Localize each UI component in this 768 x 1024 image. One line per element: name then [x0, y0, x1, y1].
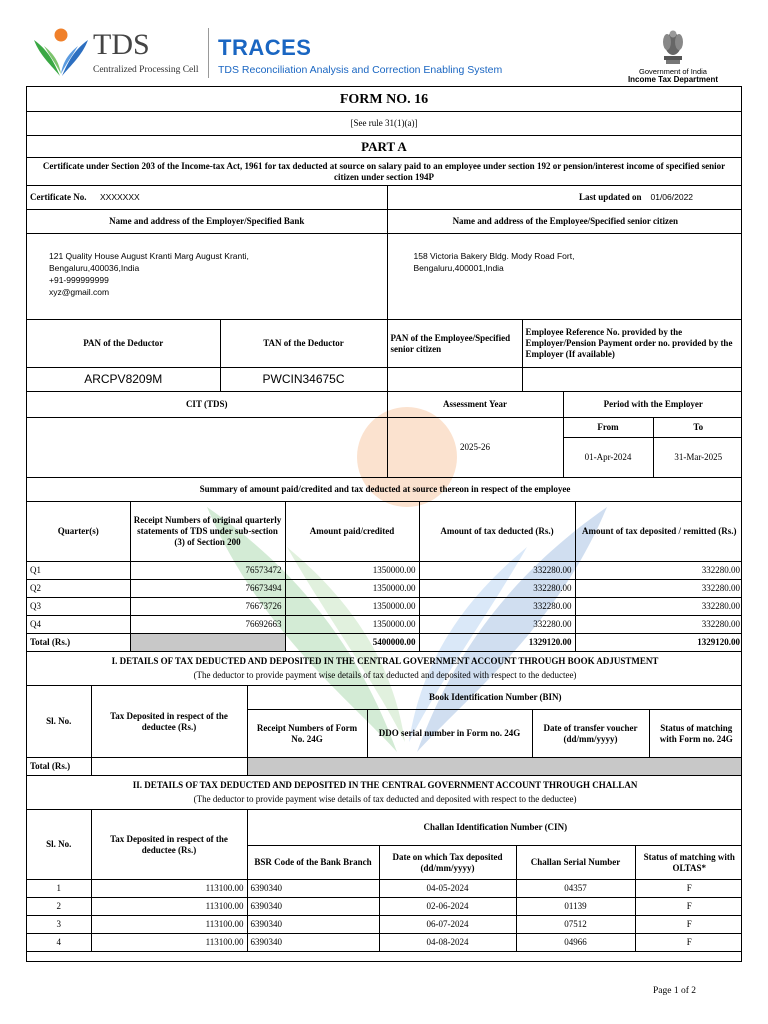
summary-deposited: 332280.00 [575, 580, 742, 598]
assessment-year-value: 2025-26 [387, 418, 563, 478]
summary-paid: 1350000.00 [285, 580, 419, 598]
pan-employee-value [387, 368, 522, 392]
section2-heading [27, 776, 742, 810]
challan-sl: 4 [27, 934, 91, 952]
table-row [27, 580, 742, 598]
from-value: 01-Apr-2024 [563, 438, 653, 478]
summary-deposited: 332280.00 [575, 616, 742, 634]
challan-serial: 04966 [516, 934, 635, 952]
table-row [27, 880, 742, 898]
cit-table [27, 391, 742, 478]
table-row [27, 616, 742, 634]
summary-deducted: 332280.00 [419, 598, 575, 616]
summary-total-row [27, 634, 742, 652]
summary-header-receipt: Receipt Numbers of original quarterly statements of TDS under sub-section (3) of Section 200 [130, 502, 285, 562]
challan-date: 04-05-2024 [379, 880, 516, 898]
to-label: To [653, 418, 742, 438]
cit-value [27, 418, 387, 478]
challan-status: F [635, 898, 742, 916]
table-row [27, 562, 742, 580]
summary-receipt: 76673726 [130, 598, 285, 616]
period-label: Period with the Employer [563, 392, 742, 418]
goi-label [600, 68, 746, 84]
header-divider [208, 28, 209, 78]
section1-total-value [91, 758, 247, 776]
tan-deductor-label: TAN of the Deductor [220, 320, 387, 368]
employer-address-line1: 121 Quality House August Kranti Marg August Kranti, [49, 251, 249, 261]
summary-deposited: 332280.00 [575, 562, 742, 580]
section2-title: II. DETAILS OF TAX DEDUCTED AND DEPOSITED IN THE CENTRAL GOVERNMENT ACCOUNT THROUGH CHALLAN [132, 780, 638, 790]
employer-address-line4: xyz@gmail.com [49, 287, 110, 297]
summary-receipt: 76692663 [130, 616, 285, 634]
challan-serial: 04357 [516, 880, 635, 898]
tan-deductor-value: PWCIN34675C [220, 368, 387, 392]
goi-line2: Income Tax Department [627, 75, 719, 84]
certificate-text: Certificate under Section 203 of the Income-tax Act, 1961 for tax deducted at source on salary paid to an employee under section 192 or pension/interest income of specified senior citizen under section 194P [27, 158, 741, 186]
cin-header: Challan Identification Number (CIN) [247, 810, 742, 846]
summary-title: Summary of amount paid/credited and tax deducted at source thereon in respect of the employee [27, 478, 742, 502]
summary-receipt: 76573472 [130, 562, 285, 580]
from-label: From [563, 418, 653, 438]
certificate-no-label: Certificate No. [30, 192, 87, 202]
bin-header: Book Identification Number (BIN) [247, 686, 742, 710]
employer-address-line3: +91-999999999 [49, 275, 109, 285]
book-adjustment-table [27, 651, 742, 776]
tds-logo-icon [30, 26, 92, 78]
page-header [0, 0, 768, 86]
last-updated-value: 01/06/2022 [650, 192, 694, 202]
challan-bsr: 6390340 [247, 916, 379, 934]
summary-header-paid: Amount paid/credited [285, 502, 419, 562]
emp-ref-label: Employee Reference No. provided by the Employer/Pension Payment order no. provided by the Employer (If available) [522, 320, 742, 368]
challan-date: 06-07-2024 [379, 916, 516, 934]
section1-heading [27, 652, 742, 686]
summary-total-deducted: 1329120.00 [419, 634, 575, 652]
employee-address [387, 234, 742, 320]
table-row [27, 934, 742, 952]
receipt-24g-header: Receipt Numbers of Form No. 24G [247, 710, 367, 758]
section2-sl-no: Sl. No. [27, 810, 91, 880]
challan-sl: 1 [27, 880, 91, 898]
summary-table [27, 477, 742, 652]
challan-status: F [635, 916, 742, 934]
last-updated-cell [387, 186, 742, 210]
national-emblem-icon [658, 26, 688, 66]
challan-date: 02-06-2024 [379, 898, 516, 916]
assessment-year-label: Assessment Year [387, 392, 563, 418]
challan-bsr: 6390340 [247, 934, 379, 952]
form-rule: [See rule 31(1)(a)] [27, 112, 741, 136]
summary-deducted: 332280.00 [419, 616, 575, 634]
challan-status: F [635, 880, 742, 898]
employee-address-line1: 158 Victoria Bakery Bldg. Mody Road Fort, [413, 251, 575, 261]
employee-address-line2: Bengaluru,400001,India [413, 263, 504, 273]
pan-employee-label: PAN of the Employee/Specified senior citizen [387, 320, 522, 368]
title-table [27, 86, 741, 186]
challan-tax: 113100.00 [91, 898, 247, 916]
challan-date: 04-08-2024 [379, 934, 516, 952]
employer-address-line2: Bengaluru,400036,India [49, 263, 140, 273]
summary-receipt: 76673494 [130, 580, 285, 598]
challan-tax: 113100.00 [91, 880, 247, 898]
table-row [27, 898, 742, 916]
tds-logo-text: TDS [93, 28, 150, 61]
cit-label: CIT (TDS) [27, 392, 387, 418]
bsr-code-header: BSR Code of the Bank Branch [247, 846, 379, 880]
table-row [27, 916, 742, 934]
challan-bsr: 6390340 [247, 898, 379, 916]
section2-tax-deposited: Tax Deposited in respect of the deductee (Rs.) [91, 810, 247, 880]
summary-quarter: Q2 [27, 580, 130, 598]
summary-deposited: 332280.00 [575, 598, 742, 616]
summary-quarter: Q3 [27, 598, 130, 616]
section1-total-grey [247, 758, 742, 776]
emp-ref-value [522, 368, 742, 392]
summary-header-quarter: Quarter(s) [27, 502, 130, 562]
summary-header-deducted: Amount of tax deducted (Rs.) [419, 502, 575, 562]
challan-sl: 2 [27, 898, 91, 916]
status-24g-header: Status of matching with Form no. 24G [649, 710, 742, 758]
summary-deducted: 332280.00 [419, 562, 575, 580]
tds-subtitle: Centralized Processing Cell [93, 65, 199, 75]
challan-table [27, 775, 742, 952]
employer-header: Name and address of the Employer/Specified Bank [27, 210, 387, 234]
summary-paid: 1350000.00 [285, 598, 419, 616]
section2-subtitle: (The deductor to provide payment wise details of tax deducted and deposited with respect to the deductee) [193, 794, 577, 804]
summary-total-label: Total (Rs.) [27, 634, 130, 652]
part-a-heading: PART A [27, 136, 741, 158]
to-value: 31-Mar-2025 [653, 438, 742, 478]
challan-tax: 113100.00 [91, 916, 247, 934]
status-oltas-header: Status of matching with OLTAS* [635, 846, 742, 880]
challan-tax: 113100.00 [91, 934, 247, 952]
section1-sl-no: Sl. No. [27, 686, 91, 758]
summary-total-receipt [130, 634, 285, 652]
ddo-serial-header: DDO serial number in Form no. 24G [367, 710, 532, 758]
deductor-table [27, 185, 742, 392]
form-title: FORM NO. 16 [27, 87, 741, 112]
employer-address [27, 234, 387, 320]
summary-paid: 1350000.00 [285, 562, 419, 580]
summary-header-deposited: Amount of tax deposited / remitted (Rs.) [575, 502, 742, 562]
goi-line1: Government of India [639, 67, 707, 76]
employee-header: Name and address of the Employee/Specified senior citizen [387, 210, 742, 234]
pan-deductor-value: ARCPV8209M [27, 368, 220, 392]
challan-serial: 01139 [516, 898, 635, 916]
summary-total-paid: 5400000.00 [285, 634, 419, 652]
section1-tax-deposited: Tax Deposited in respect of the deductee (Rs.) [91, 686, 247, 758]
table-row [27, 598, 742, 616]
challan-serial-header: Challan Serial Number [516, 846, 635, 880]
certificate-no-cell [27, 186, 387, 210]
summary-quarter: Q1 [27, 562, 130, 580]
last-updated-label: Last updated on [578, 192, 642, 202]
challan-sl: 3 [27, 916, 91, 934]
page-number: Page 1 of 2 [652, 986, 696, 996]
pan-deductor-label: PAN of the Deductor [27, 320, 220, 368]
challan-serial: 07512 [516, 916, 635, 934]
date-transfer-header: Date of transfer voucher (dd/mm/yyyy) [532, 710, 649, 758]
challan-bsr: 6390340 [247, 880, 379, 898]
section1-subtitle: (The deductor to provide payment wise details of tax deducted and deposited with respect to the deductee) [193, 670, 577, 680]
form-16-container [26, 86, 742, 962]
certificate-no-value: XXXXXXX [99, 192, 140, 202]
date-deposited-header: Date on which Tax deposited (dd/mm/yyyy) [379, 846, 516, 880]
summary-total-deposited: 1329120.00 [575, 634, 742, 652]
summary-paid: 1350000.00 [285, 616, 419, 634]
challan-status: F [635, 934, 742, 952]
summary-deducted: 332280.00 [419, 580, 575, 598]
section1-title: I. DETAILS OF TAX DEDUCTED AND DEPOSITED IN THE CENTRAL GOVERNMENT ACCOUNT THROUGH BOOK ADJUSTMENT [111, 656, 659, 666]
section1-total-label: Total (Rs.) [27, 758, 91, 776]
traces-title: TRACES [218, 35, 312, 60]
summary-quarter: Q4 [27, 616, 130, 634]
traces-subtitle: TDS Reconciliation Analysis and Correction Enabling System [218, 64, 503, 76]
